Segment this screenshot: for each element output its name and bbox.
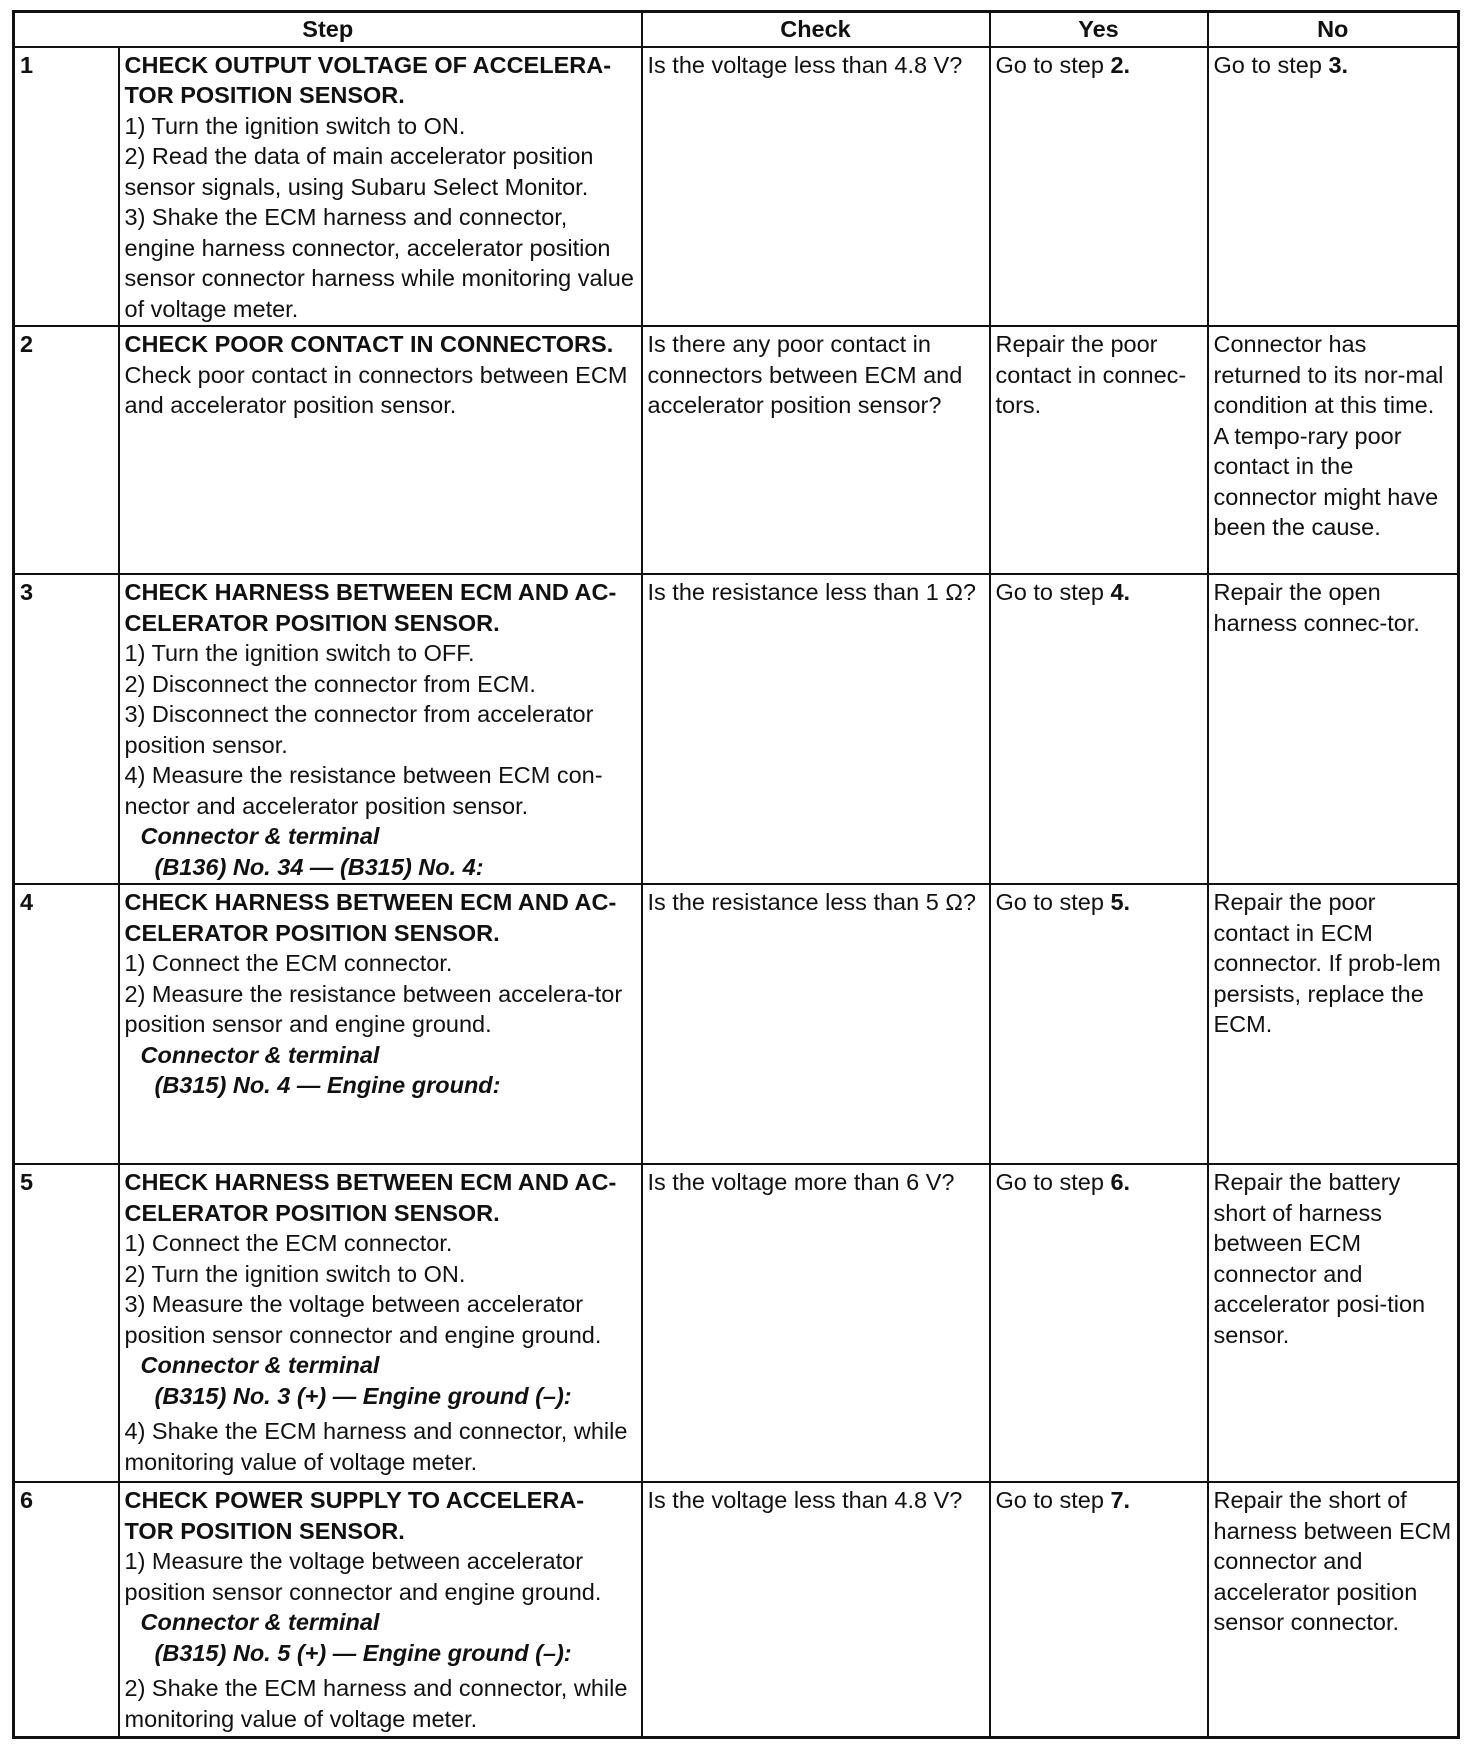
connector-terminal-label: Connector & terminal — [140, 1352, 380, 1378]
step-instruction: 2) Shake the ECM harness and connector, while monitoring value of voltage meter. — [124, 1675, 628, 1732]
yes-step-ref: 6. — [1110, 1169, 1131, 1195]
step-instruction: 4) Shake the ECM harness and connector, while monitoring value of voltage meter. — [124, 1418, 628, 1475]
step-instruction: 2) Disconnect the connector from ECM. — [124, 670, 536, 697]
table-header-row — [14, 12, 1459, 47]
step-description — [119, 884, 642, 1164]
yes-step-ref: 5. — [1110, 889, 1131, 915]
step-instruction: 3) Shake the ECM harness and connector, engine harness connector, accelerator position sensor connector harness while monitoring value of voltage meter. — [124, 204, 634, 322]
step-instruction: 3) Measure the voltage between accelerator position sensor connector and engine ground. — [124, 1291, 602, 1348]
step-instruction: 2) Read the data of main accelerator position sensor signals, using Subaru Select Monitor. — [124, 143, 594, 200]
yes-step-ref: 4. — [1110, 579, 1131, 605]
yes-action: Repair the poor contact in connec-tors. — [990, 326, 1208, 574]
step-instruction: 1) Turn the ignition switch to OFF. — [124, 640, 475, 666]
no-step-ref: 3. — [1328, 51, 1349, 78]
connector-terminal-label: Connector & terminal — [140, 1609, 380, 1635]
step-instruction: 1) Measure the voltage between accelerator position sensor connector and engine ground. — [124, 1548, 602, 1605]
step-title-line: TOR POSITION SENSOR. — [124, 82, 405, 108]
table-row — [14, 1164, 1459, 1482]
step-instruction: 1) Connect the ECM connector. — [124, 1230, 453, 1256]
step-title-line: CHECK HARNESS BETWEEN ECM AND AC- — [124, 1169, 617, 1195]
no-action: Repair the battery short of harness between ECM connector and accelerator posi-tion sensor. — [1208, 1164, 1459, 1482]
step-description — [119, 326, 642, 574]
diagnostic-procedure — [12, 10, 1460, 1739]
table-row — [14, 326, 1459, 574]
yes-text: Go to step — [995, 51, 1111, 78]
yes-text: Go to step — [995, 579, 1111, 605]
step-instruction: 1) Turn the ignition switch to ON. — [124, 112, 466, 139]
no-action: Repair the poor contact in ECM connector. If prob-lem persists, replace the ECM. — [1208, 884, 1459, 1164]
step-instruction: 2) Turn the ignition switch to ON. — [124, 1260, 466, 1287]
connector-terminal-value: (B315) No. 3 (+) — Engine ground (–): — [154, 1382, 572, 1409]
yes-text: Go to step — [995, 1169, 1111, 1195]
check-question: Is the voltage less than 4.8 V? — [642, 1482, 990, 1737]
step-description — [119, 47, 642, 327]
check-question: Is the resistance less than 1 Ω? — [642, 574, 990, 884]
step-title-line: CHECK OUTPUT VOLTAGE OF ACCELERA- — [124, 51, 612, 78]
yes-action — [990, 47, 1208, 327]
header-step: Step — [14, 12, 642, 47]
step-title-line: CELERATOR POSITION SENSOR. — [124, 1199, 500, 1226]
no-action: Repair the open harness connec-tor. — [1208, 574, 1459, 884]
no-action: Connector has returned to its nor-mal condition at this time. A tempo-rary poor contact in the connector might have been the cause. — [1208, 326, 1459, 574]
check-question: Is the resistance less than 5 Ω? — [642, 884, 990, 1164]
step-title-line: CHECK HARNESS BETWEEN ECM AND AC- — [124, 889, 617, 915]
step-instruction: 3) Disconnect the connector from accelerator position sensor. — [124, 701, 594, 758]
no-action — [1208, 47, 1459, 327]
step-number: 3 — [14, 574, 119, 884]
yes-action — [990, 1482, 1208, 1737]
step-number: 1 — [14, 47, 119, 327]
step-title-line: CHECK POOR CONTACT IN CONNECTORS. — [124, 331, 614, 357]
yes-action — [990, 574, 1208, 884]
header-check: Check — [642, 12, 990, 47]
step-title-line: CHECK POWER SUPPLY TO ACCELERA- — [124, 1487, 585, 1513]
connector-terminal-label: Connector & terminal — [140, 1041, 380, 1068]
header-yes: Yes — [990, 12, 1208, 47]
connector-terminal-label: Connector & terminal — [140, 823, 380, 849]
step-title-line: CELERATOR POSITION SENSOR. — [124, 609, 500, 636]
table-row — [14, 47, 1459, 327]
table-row — [14, 884, 1459, 1164]
step-instruction: 2) Measure the resistance between accelera-tor position sensor and engine ground. — [124, 980, 623, 1037]
yes-text: Go to step — [995, 1487, 1111, 1513]
step-description — [119, 1164, 642, 1482]
yes-text: Go to step — [995, 889, 1111, 915]
check-question: Is the voltage less than 4.8 V? — [642, 47, 990, 327]
connector-terminal-value: (B136) No. 34 — (B315) No. 4: — [154, 853, 484, 880]
table-row — [14, 1482, 1459, 1737]
step-description — [119, 574, 642, 884]
connector-terminal-value: (B315) No. 4 — Engine ground: — [154, 1072, 501, 1098]
step-title-line: TOR POSITION SENSOR. — [124, 1517, 405, 1544]
connector-terminal-value: (B315) No. 5 (+) — Engine ground (–): — [154, 1639, 572, 1666]
step-instruction: Check poor contact in connectors between ECM and accelerator position sensor. — [124, 361, 628, 418]
diagnostic-table — [12, 10, 1460, 1739]
yes-step-ref: 7. — [1110, 1487, 1131, 1513]
check-question: Is there any poor contact in connectors between ECM and accelerator position sensor? — [642, 326, 990, 574]
step-description — [119, 1482, 642, 1737]
header-no: No — [1208, 12, 1459, 47]
yes-action — [990, 1164, 1208, 1482]
step-number: 5 — [14, 1164, 119, 1482]
yes-step-ref: 2. — [1110, 51, 1131, 78]
step-instruction: 4) Measure the resistance between ECM con-nector and accelerator position sensor. — [124, 762, 603, 819]
step-number: 2 — [14, 326, 119, 574]
table-row — [14, 574, 1459, 884]
step-title-line: CELERATOR POSITION SENSOR. — [124, 919, 500, 946]
check-question: Is the voltage more than 6 V? — [642, 1164, 990, 1482]
step-number: 6 — [14, 1482, 119, 1737]
no-text: Go to step — [1213, 51, 1329, 78]
step-instruction: 1) Connect the ECM connector. — [124, 950, 453, 976]
no-action: Repair the short of harness between ECM connector and accelerator position sensor connector. — [1208, 1482, 1459, 1737]
step-number: 4 — [14, 884, 119, 1164]
yes-action — [990, 884, 1208, 1164]
step-title-line: CHECK HARNESS BETWEEN ECM AND AC- — [124, 579, 617, 605]
